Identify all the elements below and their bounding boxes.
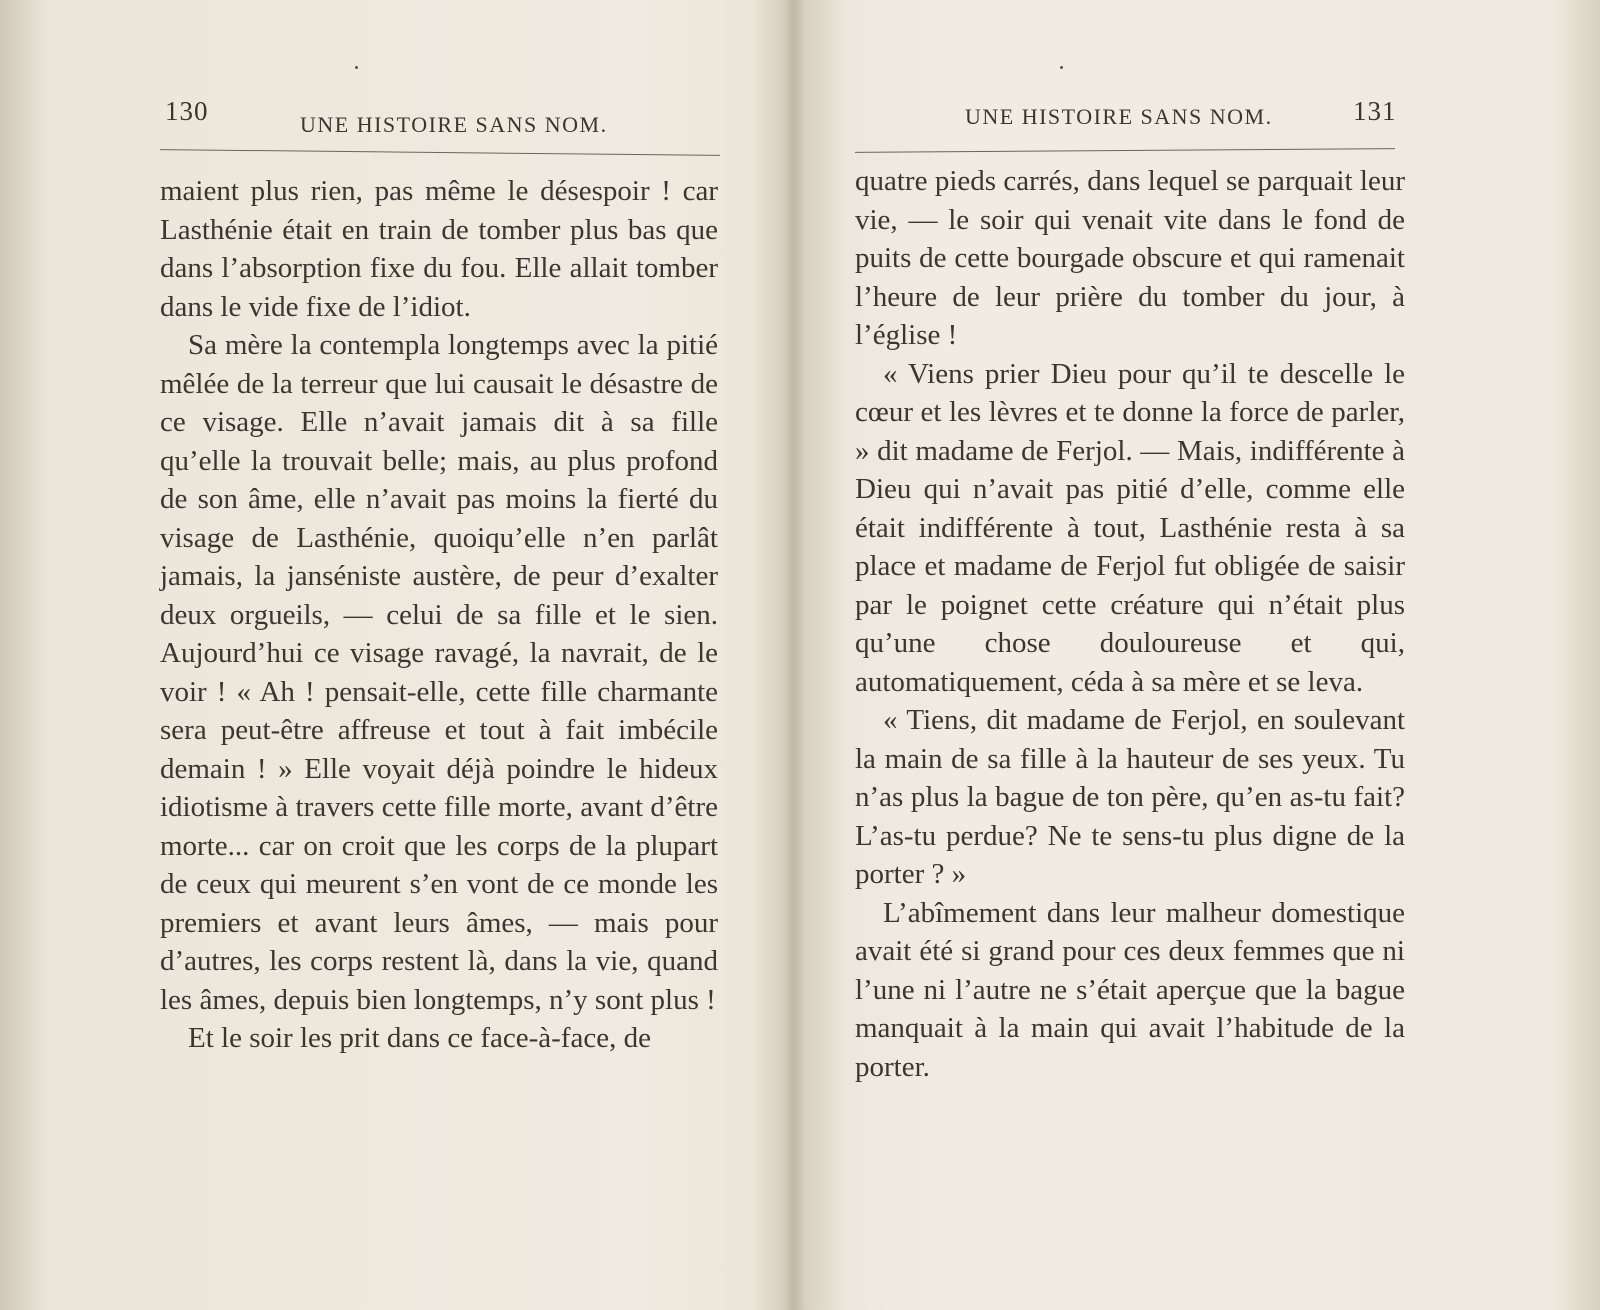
running-title: UNE HISTOIRE SANS NOM. [965, 104, 1273, 129]
paragraph: « Tiens, dit madame de Ferjol, en soulevant la main de sa fille à la hauteur de ses yeux. Tu n’as plus la bague de ton père, qu’en as-tu fait? L’as-tu perdue? Ne te sens-tu plus digne de la porter ? » [855, 704, 1405, 890]
header-rule [855, 148, 1395, 153]
body-text [160, 172, 718, 1058]
speck [1060, 66, 1063, 69]
paragraph: maient plus rien, pas même le désespoir ! car Lasthénie était en train de tomber plus bas que dans l’absorption fixe du fou. Elle allait tomber dans le vide fixe de l’idiot. [160, 175, 718, 323]
header-rule [160, 149, 720, 156]
page-number: 130 [165, 96, 209, 126]
paragraph: L’abîmement dans leur malheur domestique avait été si grand pour ces deux femmes que ni l’une ni l’autre ne s’était aperçue que la bague manquait à la main qui avait l’habitude de la porter. [855, 896, 1405, 1083]
speck [355, 66, 358, 69]
paragraph: Et le soir les prit dans ce face-à-face, de [188, 1022, 651, 1054]
paragraph: « Viens prier Dieu pour qu’il te descelle le cœur et les lèvres et te donne la force de parler, » dit madame de Ferjol. — Mais, indifférente à Dieu qui n’avait pas pitié d’elle, comme elle était indifférente à tout, Lasthénie resta à sa place et madame de Ferjol fut obligée de saisir par le poignet cette créature qui n’était plus qu’une chose douloureuse et qui, automatiquement, céda à sa mère et se leva. [855, 357, 1405, 698]
body-text [855, 162, 1405, 1086]
running-title: UNE HISTOIRE SANS NOM. [300, 112, 608, 137]
paragraph: Sa mère la contempla longtemps avec la pitié mêlée de la terreur que lui causait le désastre de ce visage. Elle n’avait jamais dit à sa fille qu’elle la trouvait belle; mais, au plus profond de son âme, elle n’avait pas moins la fierté du visage de Lasthénie, quoiqu’elle n’en parlât jamais, la janséniste austère, de peur d’exalter deux orgueils, — celui de sa fille et le sien. Aujourd’hui ce visage ravagé, la navrait, de le voir ! « Ah ! pensait-elle, cette fille charmante sera peut-être affreuse et tout à fait imbécile demain ! » Elle voyait déjà poindre le hideux idiotisme à travers cette fille morte, avant d’être morte... car on croit que les corps de la plupart de ceux qui meurent s’en vont de ce monde les premiers et avant leurs âmes, — mais pour d’autres, les corps restent là, dans la vie, quand les âmes, depuis bien longtemps, n’y sont plus ! [160, 329, 718, 1016]
left-page [0, 0, 795, 1310]
right-page [805, 0, 1600, 1310]
paragraph: quatre pieds carrés, dans lequel se parquait leur vie, — le soir qui venait vite dans le fond de puits de cette bourgade obscure et qui ramenait l’heure de leur prière du tomber du jour, à l’église ! [855, 165, 1405, 351]
page-number: 131 [1353, 96, 1397, 126]
